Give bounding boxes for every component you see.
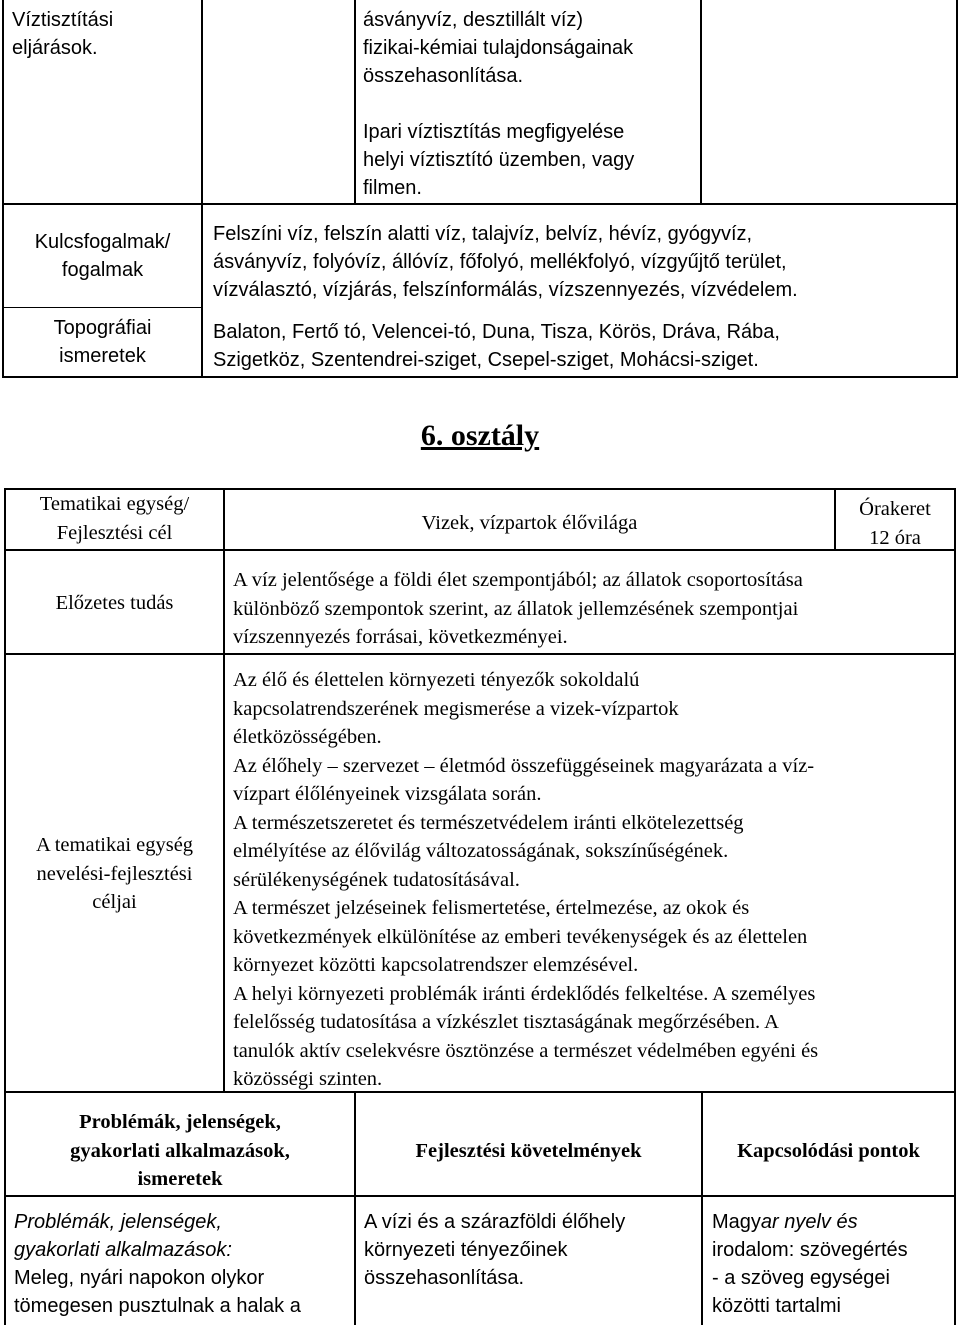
comparison-line: ásványvíz, desztillált víz) — [363, 9, 584, 31]
observation-line: filmen. — [363, 177, 422, 199]
connections-header: Kapcsolódási pontok — [737, 1140, 920, 1162]
main-table-col-divider — [223, 488, 225, 1092]
requirements-cell: A vízi és a szárazföldi élőhely környezeti tényezőinek összehasonlítása. — [364, 1211, 626, 1289]
comparison-cell — [363, 6, 698, 202]
prior-label: Előzetes tudás — [55, 592, 174, 614]
main-table-bottom-col-divider-2 — [701, 1091, 703, 1325]
unit-label: Tematikai egység/ Fejlesztési cél — [39, 493, 190, 544]
keyconcepts-label: Kulcsfogalmak/ fogalmak — [34, 231, 171, 281]
keyconcepts-text: Felszíni víz, felszín alatti víz, talajvíz, belvíz, hévíz, gyógyvíz, ásványvíz, folyóvíz, állóvíz, főfolyó, mellékfolyó, vízgyűjtő terület, vízválasztó, vízjárás, felszínformálás, vízszennyezés, vízvédelem. — [213, 223, 798, 301]
observation-line: helyi víztisztító üzemben, vagy — [363, 149, 635, 171]
main-table-bottom-col-divider-1 — [354, 1091, 356, 1325]
topography-text: Balaton, Fertő tó, Velencei-tó, Duna, Tisza, Körös, Dráva, Rába, Szigetköz, Szentendrei-sziget, Csepel-sziget, Mohácsi-sziget. — [213, 321, 780, 371]
procedure-cell — [12, 6, 197, 62]
top-table-border-bottom — [2, 376, 958, 378]
section-heading: 6. osztály — [420, 419, 540, 452]
prior-text: A víz jelentősége a földi élet szempontjából; az állatok csoportosítása különböző szempontok szerint, az állatok jellemzésének szempontjai vízszennyezés forrásai, következményei. — [233, 569, 803, 648]
top-table-border-right — [956, 0, 958, 378]
comparison-line: fizikai-kémiai tulajdonságainak — [363, 37, 634, 59]
problems-header: Problémák, jelenségek, gyakorlati alkalmazások, ismeretek — [70, 1111, 290, 1190]
comparison-line: összehasonlítása. — [363, 65, 524, 87]
top-table-divider-col3 — [700, 0, 702, 204]
connections-cell: Magyar nyelv és irodalom: szövegértés - a szöveg egységei közötti tartalmi — [712, 1211, 908, 1317]
requirements-header: Fejlesztési követelmények — [415, 1140, 642, 1162]
top-table-divider-col2 — [354, 0, 356, 204]
topography-label: Topográfiai ismeretek — [53, 317, 152, 367]
goals-text: Az élő és élettelen környezeti tényezők sokoldalú kapcsolatrendszerének megismerése a vizek-vízpartok életközösségében. Az élőhely – szervezet – életmód összefüggéseinek magyarázata a víz- vízpart élőlényeinek vizsgálata során. A természetszeretet és természetvédelem iránti elkötelezettség elmélyítése az élővilág változatosságának, sokszínűségének. sérülékenységének tudatosításával. A természet jelzéseinek felismertetése, értelmezése, az okok és következmények elkülönítése az emberi tevékenységek és az élettelen környezet közötti kapcsolatrendszer elemzésével. A helyi környezeti problémák iránti érdeklődés felkeltése. A személyes felelősség tudatosítása a vízkészlet tisztaságának megőrzésében. A tanulók aktív cselekvésre ösztönzése a természet védelmében egyéni és közösségi szinten. — [233, 669, 819, 1090]
hours-cell — [836, 495, 954, 552]
main-table-row-divider-2 — [4, 653, 956, 655]
procedure-text: Víztisztítási eljárások. — [12, 9, 114, 59]
top-table-row-divider-2 — [2, 307, 203, 308]
main-table-border-right — [954, 488, 956, 1325]
observation-line: Ipari víztisztítás megfigyelése — [363, 121, 625, 143]
problems-cell: Problémák, jelenségek, gyakorlati alkalmazások: Meleg, nyári napokon olykor tömegesen pusztulnak a halak a — [14, 1211, 301, 1317]
main-table-row-divider-1 — [4, 549, 956, 551]
top-table-divider-col1 — [201, 0, 203, 378]
top-table-row-divider — [2, 203, 958, 205]
hours-label: Órakeret — [859, 498, 931, 520]
unit-title: Vizek, vízpartok élővilága — [421, 512, 638, 534]
main-table-row-divider-4 — [4, 1195, 956, 1197]
hours-value: 12 óra — [869, 526, 921, 549]
goals-label: A tematikai egység nevelési-fejlesztési céljai — [35, 834, 194, 913]
